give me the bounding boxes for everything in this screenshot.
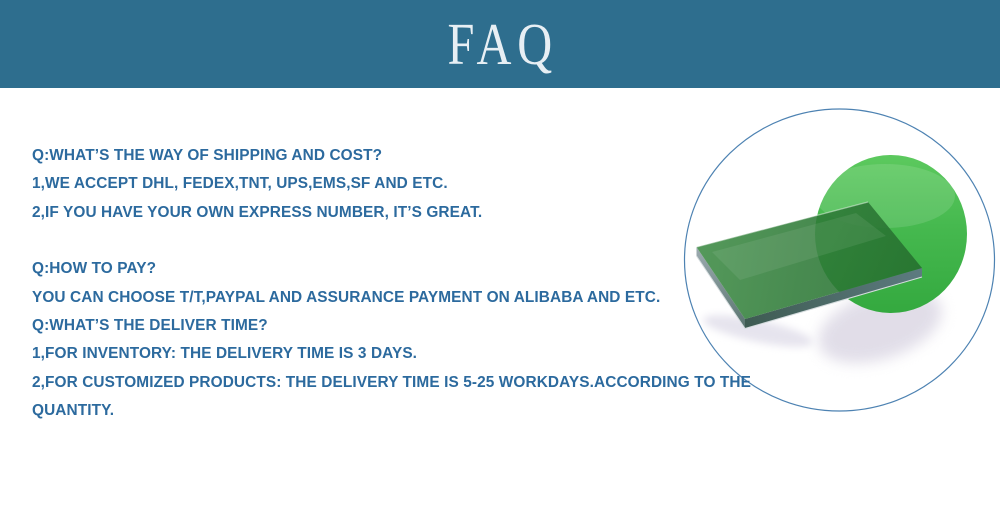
page-title: FAQ bbox=[447, 10, 559, 77]
faq-line: 2,IF YOU HAVE YOUR OWN EXPRESS NUMBER, IT’S GREAT. bbox=[32, 203, 483, 221]
faq-line: Q:WHAT’S THE WAY OF SHIPPING AND COST? bbox=[32, 147, 383, 164]
faq-line: 2,FOR CUSTOMIZED PRODUCTS: THE DELIVERY TIME IS 5-25 WORKDAYS.ACCORDING TO THE QUANTITY. bbox=[32, 373, 751, 420]
faq-line: Q:WHAT’S THE DELIVER TIME? bbox=[32, 317, 268, 335]
faq-line: Q:HOW TO PAY? bbox=[32, 260, 157, 278]
faq-line: 1,FOR INVENTORY: THE DELIVERY TIME IS 3 DAYS. bbox=[32, 345, 418, 363]
faq-block-shipping bbox=[32, 142, 772, 227]
faq-text bbox=[32, 142, 772, 425]
faq-line: 1,WE ACCEPT DHL, FEDEX,TNT, UPS,EMS,SF AND ETC. bbox=[32, 175, 448, 193]
faq-block-payment-delivery bbox=[32, 255, 772, 425]
faq-line: YOU CAN CHOOSE T/T,PAYPAL AND ASSURANCE PAYMENT ON ALIBABA AND ETC. bbox=[32, 288, 661, 306]
